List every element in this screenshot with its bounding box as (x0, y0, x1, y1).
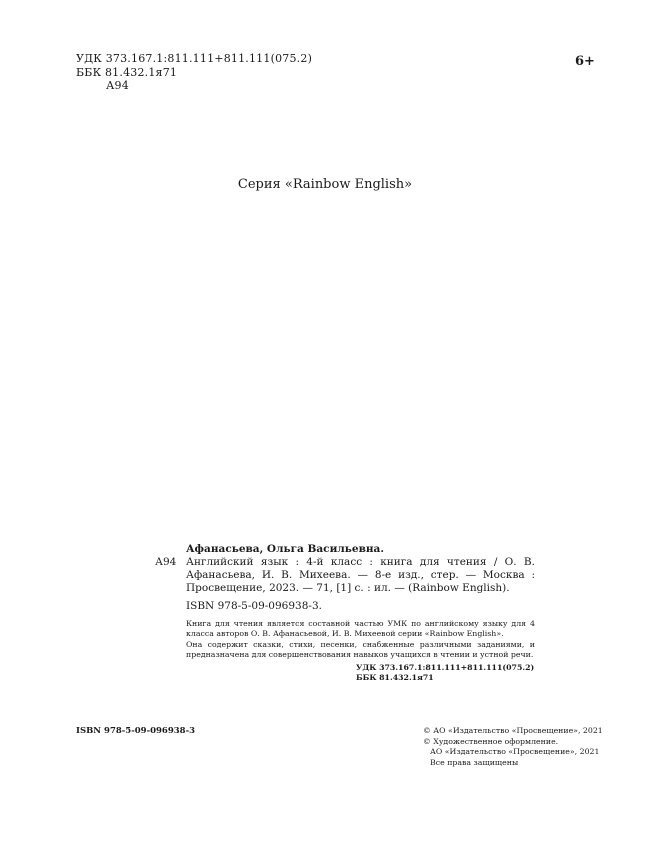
copyright-line: © Художественное оформление. (423, 736, 559, 746)
footer-isbn: ISBN 978-5-09-096938-3 (76, 726, 196, 736)
author-sign: А94 (106, 79, 129, 92)
catalog-description: Английский язык : 4-й класс : книга для чтения / О. В. Афанасьева, И. В. Михеева. — 8-е изд., стер. — Москва : Просвещение, 2023. — 71, [1] с. : ил. — (Rainbow English). (186, 556, 535, 594)
rights-reserved: Все права защищены (430, 757, 519, 767)
catalog-description-block (155, 556, 535, 595)
age-rating: 6+ (575, 54, 595, 69)
classification-header (76, 52, 312, 93)
catalog-bbk: ББК 81.432.1я71 (356, 673, 434, 683)
catalog-classification (155, 663, 535, 684)
catalog-card (155, 543, 535, 684)
copyright-line: АО «Издательство «Просвещение», 2021 (430, 747, 600, 756)
udk-code: УДК 373.167.1:811.111+811.111(075.2) (76, 52, 313, 65)
catalog-isbn: ISBN 978-5-09-096938-3. (186, 600, 322, 612)
annotation-paragraph: Книга для чтения является составной частью УМК по английскому языку для 4 класса авторов О. В. Афанасьевой, И. В. Михеевой серии «Rainbow English». (186, 619, 535, 639)
catalog-author-sign: А94 (155, 556, 177, 568)
bbk-code: ББК 81.432.1я71 (76, 65, 178, 79)
copyright-line: © АО «Издательство «Просвещение», 2021 (423, 726, 603, 735)
series-title: Серия «Rainbow English» (237, 177, 413, 192)
copyright-block (423, 726, 603, 768)
catalog-udk: УДК 373.167.1:811.111+811.111(075.2) (356, 663, 535, 673)
annotation-paragraph: Она содержит сказки, стихи, песенки, снабженные различными заданиями, и предназначена для совершенствования навыков учащихся в чтении и устной речи. (186, 639, 535, 659)
catalog-annotation (155, 619, 535, 660)
catalog-author: Афанасьева, Ольга Васильевна. (186, 543, 385, 555)
